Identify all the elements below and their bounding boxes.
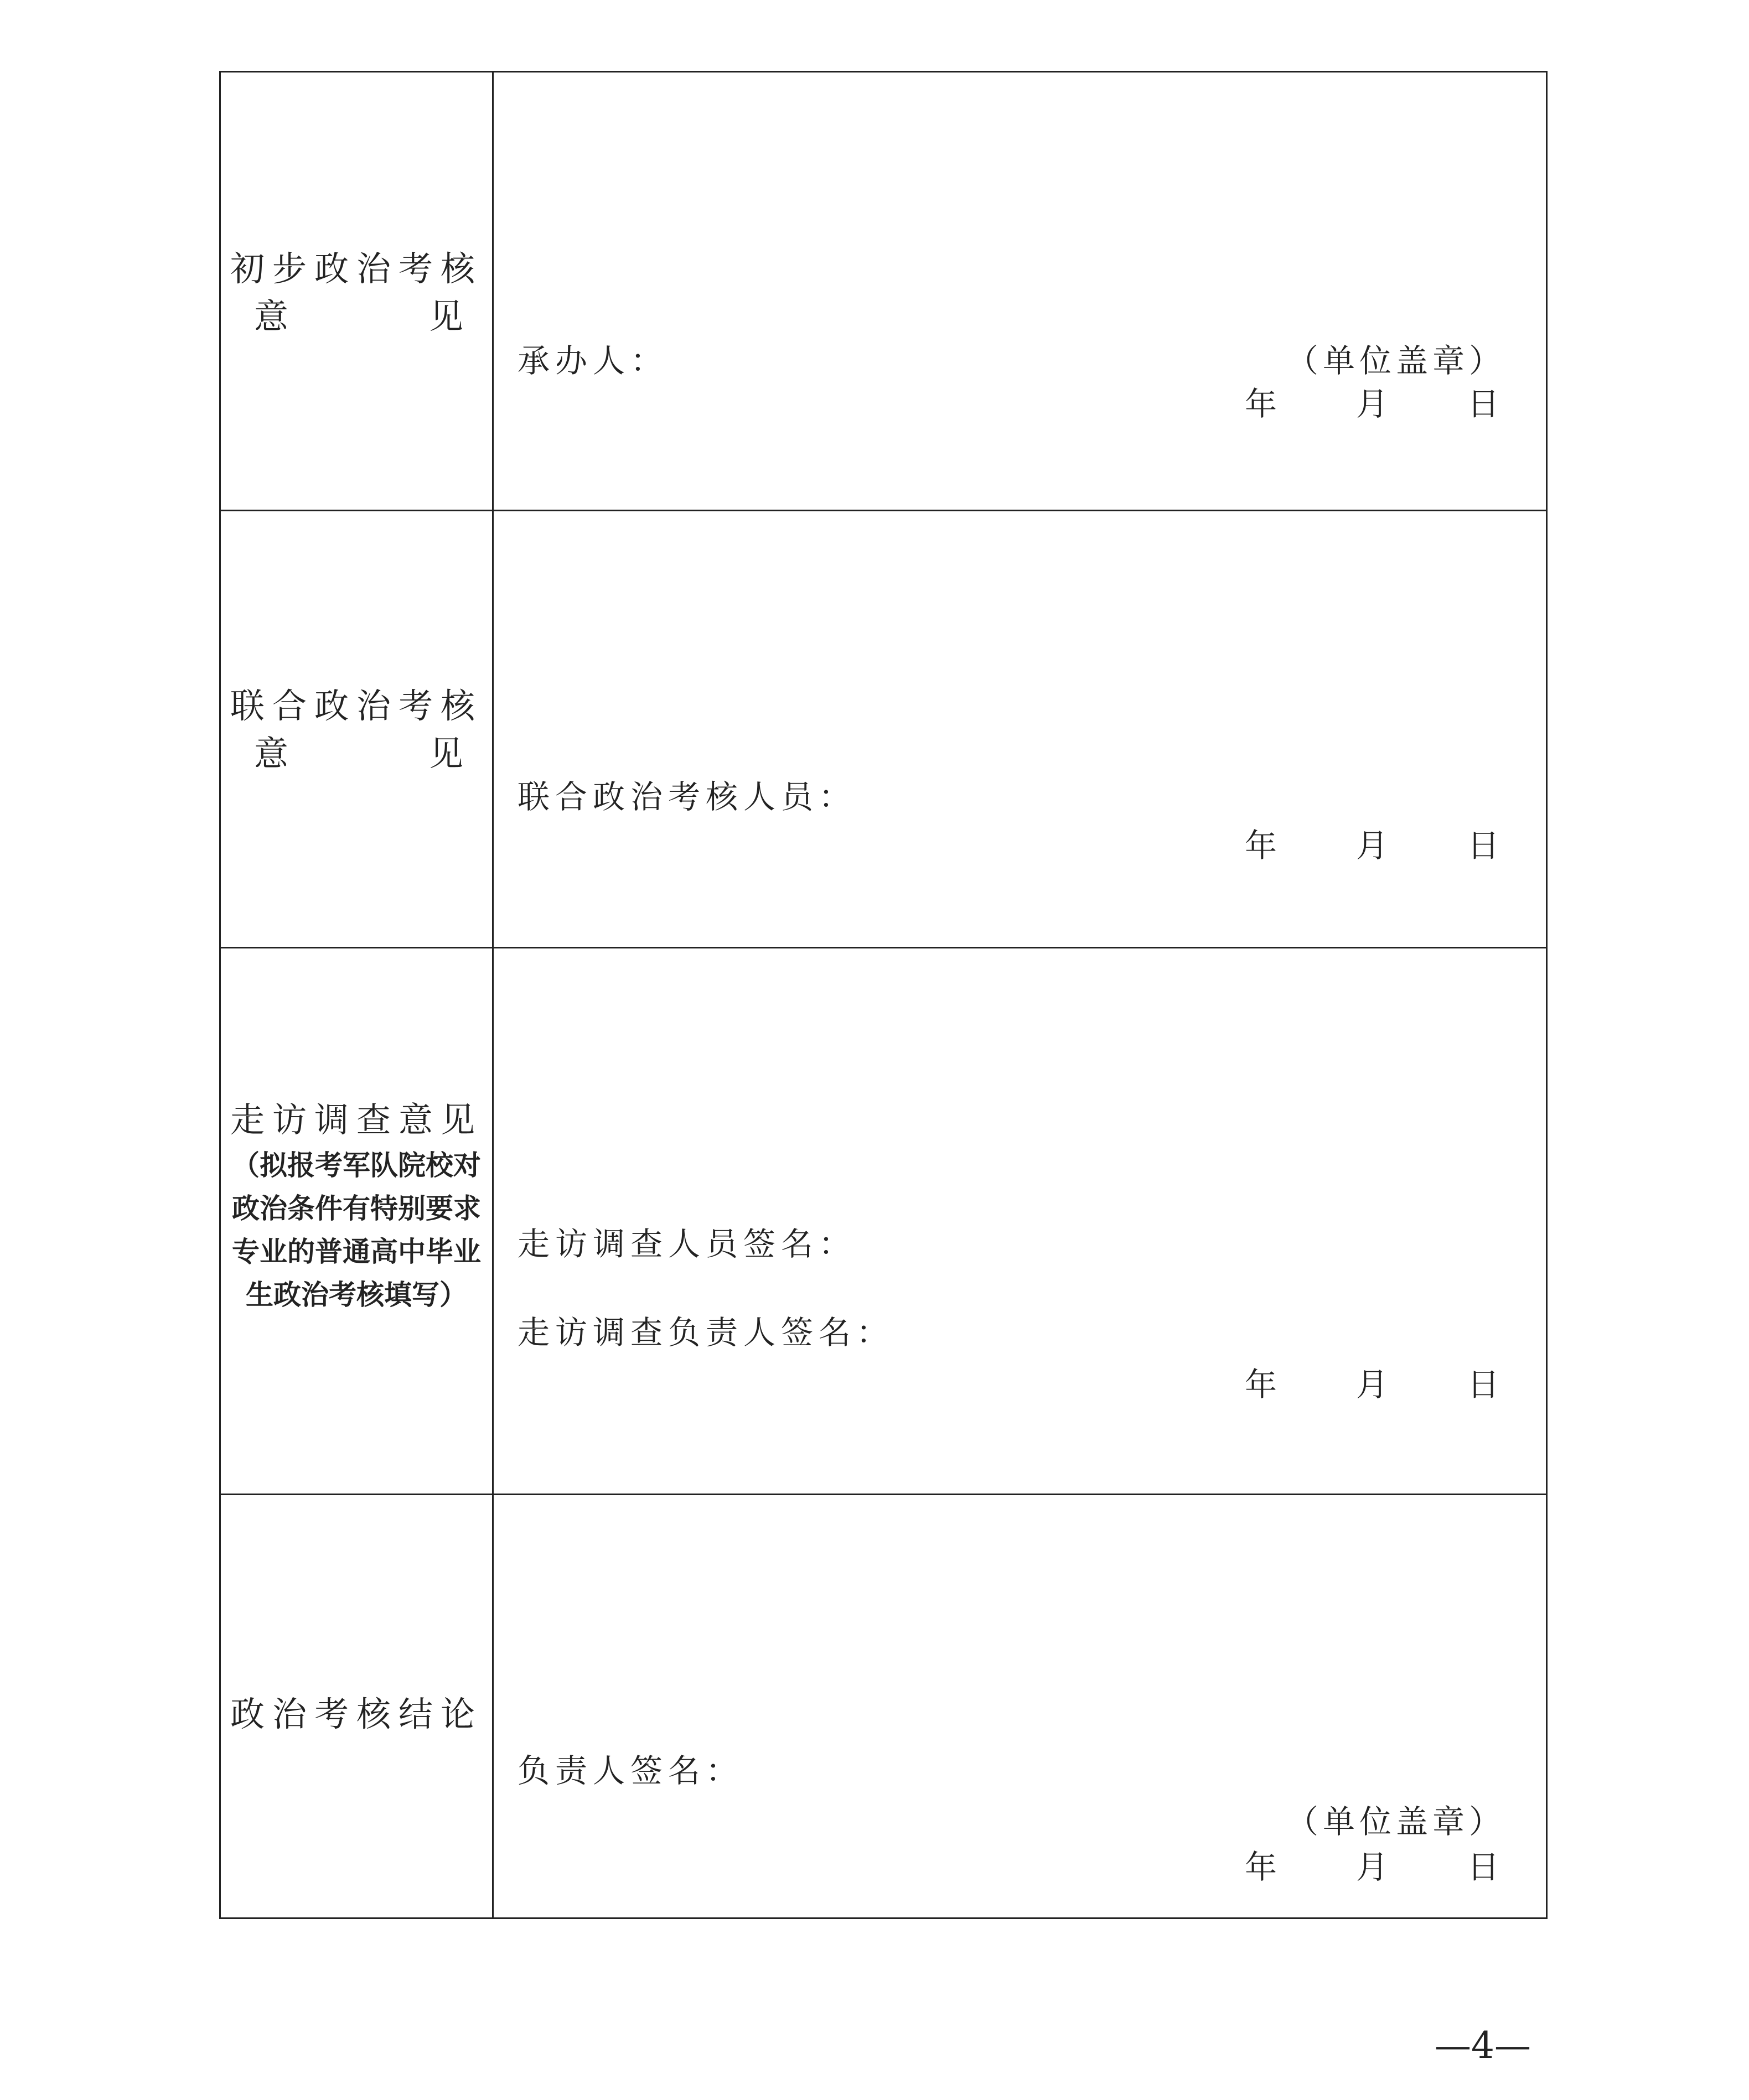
political-review-form-table [219,71,1548,1919]
date-year: 年 [1245,1366,1277,1403]
date-line [1245,1841,1499,1888]
label-char: 见 [428,733,463,774]
handler-label: 承办人： [518,342,669,380]
label-title: 联合政治考核 [230,686,483,726]
date-year: 年 [1245,385,1277,423]
section-conclusion [221,1494,1546,1921]
date-line [1245,820,1499,866]
label-title: 走访调查意见 [230,1100,483,1140]
section-joint-review [221,510,1546,947]
date-line [1245,378,1499,424]
label-char: 意 [254,733,289,774]
lead-signature-label: 负责人签名： [518,1752,744,1790]
section-label [221,245,492,340]
date-year: 年 [1245,1848,1277,1886]
date-line [1245,1358,1499,1405]
section-preliminary-review [221,72,1546,510]
section-label [221,1691,492,1738]
date-day: 日 [1467,1366,1499,1403]
date-month: 月 [1355,385,1388,423]
visitor-signature-label: 走访调查人员签名： [518,1225,857,1263]
date-day: 日 [1467,385,1499,423]
label-subtitle [221,293,492,340]
date-month: 月 [1355,827,1388,864]
date-day: 日 [1467,827,1499,864]
section-label [221,682,492,777]
page-number: —4— [1435,2024,1531,2067]
visit-lead-signature-label: 走访调查负责人签名： [518,1314,894,1351]
label-note: 专业的普通高中毕业 [232,1236,481,1268]
unit-seal-label: （单位盖章） [1286,342,1506,380]
date-month: 月 [1355,1366,1388,1403]
label-note: 政治条件有特别要求 [232,1192,481,1225]
label-char: 意 [254,296,289,336]
label-char: 见 [428,296,463,336]
joint-reviewer-label: 联合政治考核人员： [518,778,857,816]
unit-seal-label: （单位盖章） [1286,1803,1506,1840]
date-day: 日 [1467,1848,1499,1886]
label-title: 初步政治考核 [230,248,483,289]
label-title: 政治考核结论 [230,1694,483,1734]
section-visit-investigation [221,947,1546,1494]
label-note: 生政治考核填写） [246,1279,467,1311]
label-subtitle [221,730,492,777]
date-year: 年 [1245,827,1277,864]
label-note: （拟报考军队院校对 [232,1149,481,1181]
date-month: 月 [1355,1848,1388,1886]
section-label [221,1096,492,1316]
